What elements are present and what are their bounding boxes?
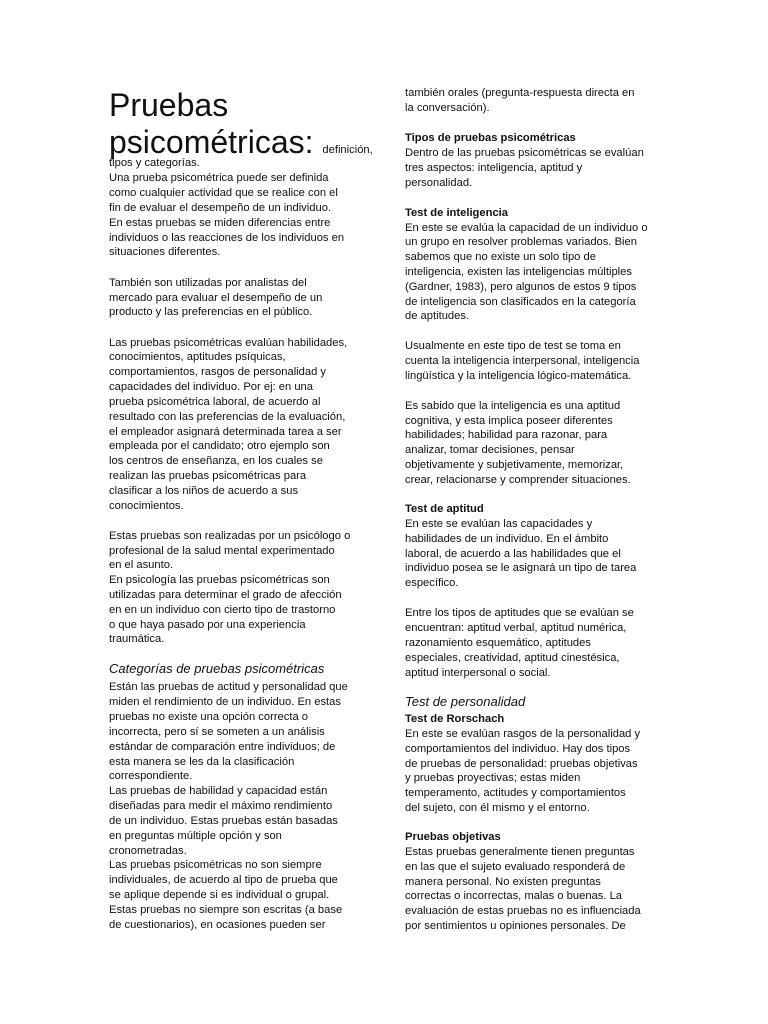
left-line: En estas pruebas se miden diferencias entre [109, 217, 331, 229]
left-line: realizan las pruebas psicométricas para [109, 470, 307, 482]
right-line: Estas pruebas generalmente tienen preguntas [405, 846, 635, 858]
left-line: También son utilizadas por analistas del [109, 277, 307, 289]
right-line: temperamento, actitudes y comportamientos [405, 787, 626, 799]
right-line: laboral, de acuerdo a las habilidades que el [405, 548, 621, 560]
right-line: Entre los tipos de aptitudes que se evalúan se [405, 607, 634, 619]
left-line: Una prueba psicométrica puede ser definida [109, 172, 329, 184]
right-line: analizar, tomar decisiones, pensar [405, 444, 575, 456]
right-line: específico. [405, 577, 459, 589]
right-line: especiales, creatividad, aptitud cinestésica, [405, 652, 620, 664]
left-line: profesional de la salud mental experimentado [109, 545, 335, 557]
left-line: capacidades del individuo. Por ej: en una [109, 381, 314, 393]
right-line: correctas o incorrectas, malas o buenas. La [405, 890, 623, 902]
left-line: tipos y categorías. [109, 157, 200, 169]
left-line: Están las pruebas de actitud y personalidad que [109, 681, 348, 693]
right-line: cognitiva, y esta implica poseer diferentes [405, 415, 613, 427]
left-line: resultado con las preferencias de la evaluación, [109, 411, 346, 423]
left-line: el empleador asignará determinada tarea a ser [109, 426, 342, 438]
left-line: incorrecta, pero sí se someten a un análisis [109, 726, 325, 738]
right-line: del sujeto, con él mismo y el entorno. [405, 802, 590, 814]
right-line: manera personal. No existen preguntas [405, 876, 601, 888]
left-line: en preguntas múltiple opción y son [109, 830, 282, 842]
left-line: estándar de comparación entre individuos; de [109, 741, 336, 753]
left-line: como cualquier actividad que se realice con el [109, 187, 338, 199]
left-line: esta manera se les da la clasificación [109, 756, 295, 768]
right-line: Usualmente en este tipo de test se toma en [405, 340, 621, 352]
right-line: la conversación). [405, 102, 490, 114]
left-line: Estas pruebas no siempre son escritas (a base [109, 904, 343, 916]
left-line: de cuestionarios), en ocasiones pueden ser [109, 919, 326, 931]
right-line: En este se evalúan las capacidades y [405, 518, 593, 530]
left-line: mercado para evaluar el desempeño de un [109, 292, 323, 304]
left-line: cronometradas. [109, 845, 187, 857]
right-line: y pruebas proyectivas; estas miden [405, 772, 581, 784]
right-line: (Gardner, 1983), pero algunos de estos 9 tipos [405, 281, 637, 293]
left-line: pruebas no existe una opción correcta o [109, 711, 309, 723]
right-line: crear, relacionarse y comprender situaciones. [405, 474, 631, 486]
section-heading: Test de personalidad [405, 694, 526, 709]
left-line: producto y las preferencias en el público. [109, 306, 313, 318]
right-line: individuo posea se le asignará un tipo de tarea [405, 562, 637, 574]
right-line: evaluación de estas pruebas no es influenciada [405, 905, 641, 917]
left-line: clasificar a los niños de acuerdo a sus [109, 485, 299, 497]
left-line: situaciones diferentes. [109, 246, 221, 258]
right-line: tres aspectos: inteligencia, aptitud y [405, 162, 583, 174]
left-line: individuales, de acuerdo al tipo de prueba que [109, 874, 338, 886]
left-line: utilizadas para determinar el grado de afección [109, 589, 342, 601]
sub-heading: Pruebas objetivas [405, 831, 501, 843]
title-line-1: Pruebas [109, 87, 229, 123]
right-line: habilidades de un individuo. En el ámbito [405, 533, 609, 545]
right-line: por sentimientos u opiniones personales. De [405, 920, 626, 932]
right-line: también orales (pregunta-respuesta directa en [405, 87, 635, 99]
right-line: inteligencia, existen las inteligencias múltiples [405, 266, 632, 278]
left-line: se aplique depende si es individual o grupal. [109, 889, 330, 901]
right-line: En este se evalúan rasgos de la personalidad y [405, 728, 641, 740]
left-line: en en un individuo con cierto tipo de trastorno [109, 604, 336, 616]
title-main: psicométricas: [109, 124, 314, 160]
right-line: Es sabido que la inteligencia es una aptitud [405, 400, 621, 412]
left-line: fin de evaluar el desempeño de un individuo. [109, 202, 332, 214]
right-line: cuenta la inteligencia interpersonal, inteligencia [405, 355, 640, 367]
left-line: Las pruebas psicométricas evalúan habilidades, [109, 337, 348, 349]
left-line: En psicología las pruebas psicométricas son [109, 574, 330, 586]
right-line: aptitud interpersonal o social. [405, 667, 551, 679]
right-line: comportamientos del individuo. Hay dos tipos [405, 743, 631, 755]
right-line: En este se evalúa la capacidad de un individuo o [405, 222, 648, 234]
left-line: conocimientos. [109, 500, 184, 512]
section-heading: Categorías de pruebas psicométricas [109, 661, 325, 676]
left-line: Las pruebas de habilidad y capacidad están [109, 785, 328, 797]
right-line: Dentro de las pruebas psicométricas se evalúan [405, 147, 644, 159]
right-line: un grupo en resolver problemas variados. Bien [405, 236, 637, 248]
section-heading: Tipos de pruebas psicométricas [405, 132, 576, 144]
left-line: conocimientos, aptitudes psíquicas, [109, 351, 286, 363]
right-line: de inteligencia son clasificados en la categoría [405, 296, 636, 308]
left-line: o que haya pasado por una experiencia [109, 619, 306, 631]
right-line: personalidad. [405, 177, 473, 189]
left-line: comportamientos, rasgos de personalidad y [109, 366, 327, 378]
right-line: sabemos que no existe un solo tipo de [405, 251, 596, 263]
title-suffix: definición, [322, 144, 373, 156]
right-line: razonamiento esquemático, aptitudes [405, 637, 591, 649]
left-line: empleada por el candidato; otro ejemplo son [109, 440, 330, 452]
left-line: miden el rendimiento de un individuo. En estas [109, 696, 341, 708]
left-line: correspondiente. [109, 770, 193, 782]
left-line: Las pruebas psicométricas no son siempre [109, 859, 322, 871]
left-line: en el asunto. [109, 559, 174, 571]
left-line: traumática. [109, 633, 165, 645]
left-line: diseñadas para medir el máximo rendimiento [109, 800, 333, 812]
right-line: habilidades; habilidad para razonar, para [405, 429, 608, 441]
right-line: objetivamente y subjetivamente, memorizar, [405, 459, 624, 471]
right-line: lingüística y la inteligencia lógico-matemática. [405, 370, 632, 382]
right-line: de pruebas de personalidad: pruebas objetivas [405, 758, 638, 770]
section-heading: Test de aptitud [405, 503, 484, 515]
left-line: individuos o las reacciones de los individuos en [109, 232, 345, 244]
left-line: de un individuo. Estas pruebas están basadas [109, 815, 338, 827]
left-line: Estas pruebas son realizadas por un psicólogo o [109, 530, 351, 542]
left-line: los centros de enseñanza, en los cuales se [109, 455, 323, 467]
right-line: de aptitudes. [405, 310, 470, 322]
sub-heading: Test de Rorschach [405, 713, 505, 725]
left-line: prueba psicométrica laboral, de acuerdo al [109, 396, 321, 408]
right-line: encuentran: aptitud verbal, aptitud numérica, [405, 622, 627, 634]
right-line: en las que el sujeto evaluado responderá de [405, 861, 626, 873]
section-heading: Test de inteligencia [405, 207, 508, 219]
